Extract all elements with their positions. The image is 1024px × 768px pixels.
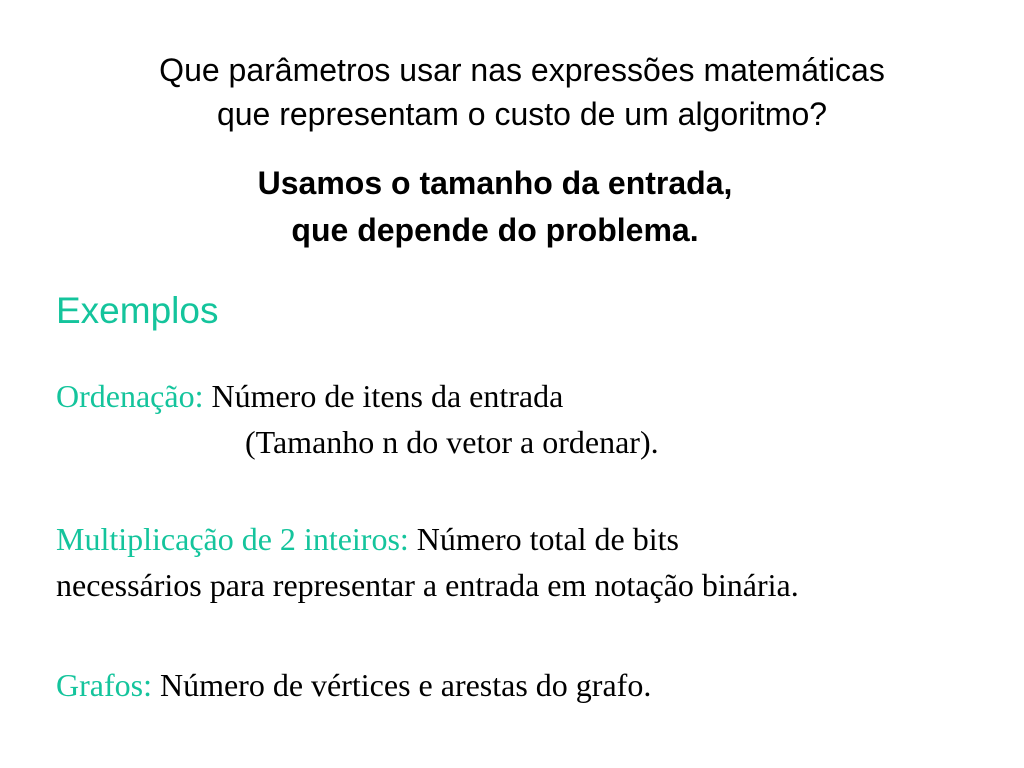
example-multiplication-detail: necessários para representar a entrada em notação binária. (56, 567, 799, 603)
examples-heading: Exemplos (56, 290, 219, 331)
example-graphs-line-1 (56, 662, 651, 708)
example-multiplication-text: Número total de bits (416, 521, 679, 557)
question-heading (40, 48, 1004, 136)
example-graphs (56, 662, 651, 708)
example-graphs-label: Grafos: (56, 667, 152, 703)
question-line-1: Que parâmetros usar nas expressões matemáticas (159, 52, 885, 88)
example-graphs-text: Número de vértices e arestas do grafo. (159, 667, 652, 703)
example-sorting-detail: (Tamanho n do vetor a ordenar). (245, 424, 659, 460)
question-line-2: que representam o custo de um algoritmo? (216, 96, 828, 132)
example-sorting-label: Ordenação: (56, 378, 204, 414)
answer-line-2: que depende do problema. (291, 212, 699, 248)
example-sorting-line-1 (56, 373, 659, 419)
example-multiplication-line-1 (56, 516, 799, 562)
example-multiplication (56, 516, 799, 608)
example-sorting-text: Número de itens da entrada (211, 378, 564, 414)
answer-line-1: Usamos o tamanho da entrada, (257, 165, 733, 201)
example-multiplication-label: Multiplicação de 2 inteiros: (56, 521, 409, 557)
example-sorting (56, 373, 659, 465)
answer-statement (90, 160, 900, 254)
